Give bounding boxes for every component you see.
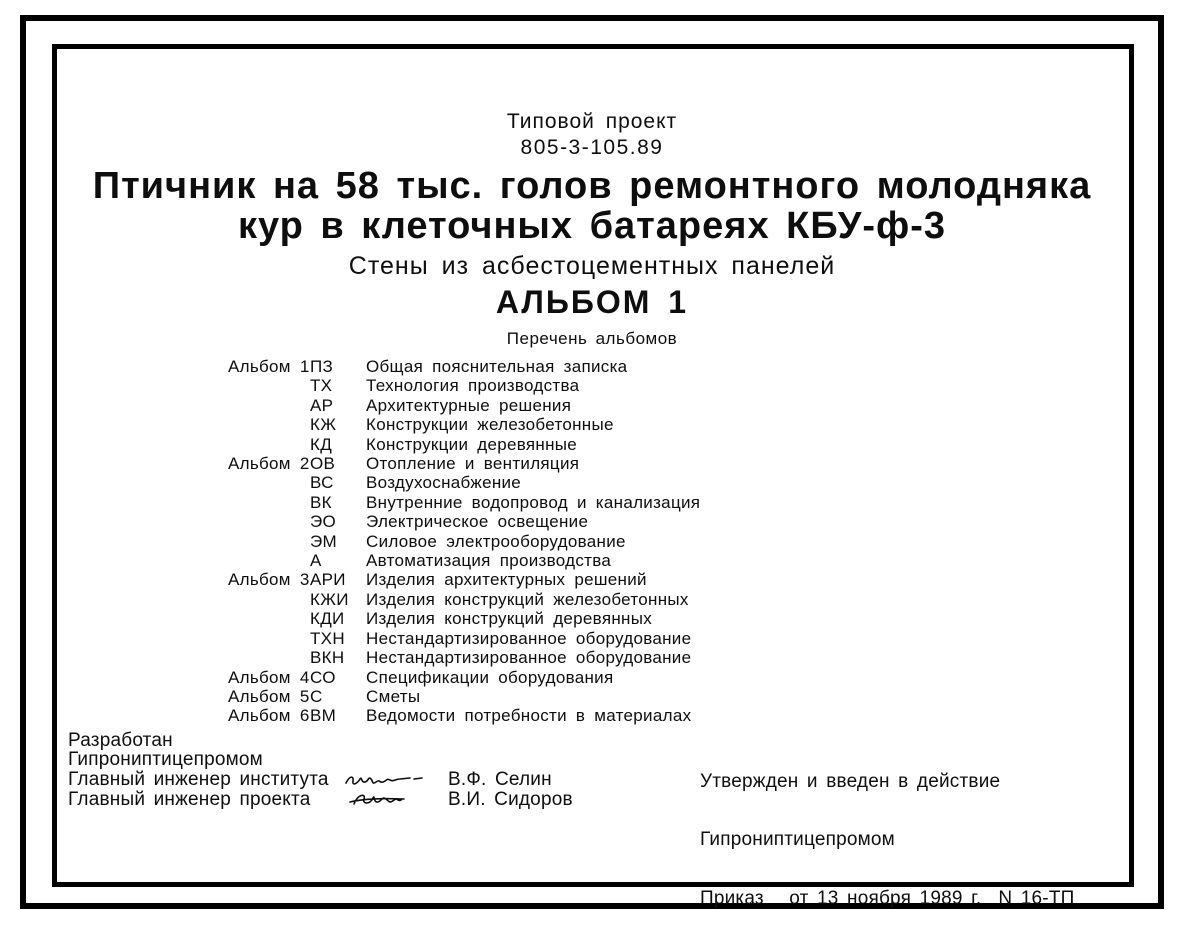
album-row xyxy=(228,570,1127,589)
album-row xyxy=(228,532,1127,551)
album-title: Технология производства xyxy=(366,376,580,396)
album-label xyxy=(228,415,310,434)
album-label xyxy=(228,512,310,531)
album-code: ТХН xyxy=(310,628,345,648)
album-label: Альбом 2 xyxy=(228,454,310,474)
album-code: ПЗ xyxy=(310,357,334,376)
album-code: ЭО xyxy=(310,512,337,532)
album-label: Альбом 4 xyxy=(228,667,310,687)
album-title: Сметы xyxy=(366,686,421,706)
album-code: ВМ xyxy=(310,706,337,726)
project-title-line1: Птичник на 58 тыс. голов ремонтного молодняка xyxy=(92,165,1092,207)
album-label xyxy=(228,396,310,415)
album-code: ТХ xyxy=(310,376,333,396)
album-title: Силовое электрооборудование xyxy=(366,531,626,551)
album-label xyxy=(228,629,310,648)
album-label xyxy=(228,609,310,628)
album-code: ВС xyxy=(310,473,334,493)
signature-icon xyxy=(340,790,448,810)
album-code: СО xyxy=(310,667,336,687)
album-code: АР xyxy=(310,395,334,415)
album-title: Отопление и вентиляция xyxy=(366,454,580,474)
album-title: Электрическое освещение xyxy=(366,512,589,532)
album-code: ВКН xyxy=(310,648,345,668)
album-row xyxy=(228,609,1127,628)
album-heading: АЛЬБОМ 1 xyxy=(495,284,689,320)
album-code: ЭМ xyxy=(310,531,337,551)
album-label xyxy=(228,376,310,395)
footer xyxy=(68,729,1127,909)
signature-icon xyxy=(340,770,448,790)
project-title-line2: кур в клеточных батареях КБУ-ф-3 xyxy=(237,205,947,247)
album-row xyxy=(228,454,1127,473)
album-title: Изделия конструкций деревянных xyxy=(366,609,653,629)
developer-organization: Гипрониптицепромом xyxy=(68,749,263,771)
album-title: Спецификации оборудования xyxy=(366,667,614,687)
album-label xyxy=(228,493,310,512)
project-subtitle: Стены из асбестоцементных панелей xyxy=(348,252,836,280)
album-label: Альбом 3 xyxy=(228,570,310,590)
album-list xyxy=(228,357,1127,726)
album-label xyxy=(228,551,310,570)
album-row xyxy=(228,687,1127,706)
album-code: КДИ xyxy=(310,609,345,629)
album-code: АРИ xyxy=(310,570,346,590)
album-row xyxy=(228,629,1127,648)
album-row xyxy=(228,551,1127,570)
album-title: Конструкции деревянные xyxy=(366,434,578,454)
album-label: Альбом 5 xyxy=(228,686,310,706)
album-label xyxy=(228,648,310,667)
approver-organization: Гипрониптицепромом xyxy=(700,829,895,851)
album-title: Архитектурные решения xyxy=(366,395,572,415)
album-title: Внутренние водопровод и канализация xyxy=(366,492,701,512)
album-row xyxy=(228,590,1127,609)
album-row xyxy=(228,357,1127,376)
signatory-role: Главный инженер института xyxy=(68,769,329,791)
album-title: Воздухоснабжение xyxy=(366,473,522,493)
album-title: Нестандартизированное оборудование xyxy=(366,648,692,668)
album-code: ВК xyxy=(310,492,332,512)
album-row xyxy=(228,512,1127,531)
album-title: Ведомости потребности в материалах xyxy=(366,706,692,726)
album-code: С xyxy=(310,686,323,706)
doc-type: Типовой проект xyxy=(506,110,678,133)
album-row xyxy=(228,668,1127,687)
approved-line: Утвержден и введен в действие xyxy=(700,770,1001,792)
album-label xyxy=(228,473,310,492)
album-label xyxy=(228,590,310,609)
album-title: Изделия конструкций железобетонных xyxy=(366,589,689,609)
album-code: ОВ xyxy=(310,454,336,474)
album-row xyxy=(228,706,1127,725)
album-code: КЖ xyxy=(310,415,337,435)
album-title: Конструкции железобетонные xyxy=(366,415,614,435)
album-list-heading: Перечень альбомов xyxy=(506,329,678,348)
signatory-name: В.Ф. Селин xyxy=(448,769,552,791)
album-title: Нестандартизированное оборудование xyxy=(366,628,692,648)
order-line: Приказ от 13 ноября 1989 г. N 16-ТП xyxy=(700,887,1075,909)
album-title: Автоматизация производства xyxy=(366,551,612,571)
signatory-role: Главный инженер проекта xyxy=(68,789,311,811)
album-code: А xyxy=(310,551,322,571)
album-code: КД xyxy=(310,434,333,454)
album-title: Изделия архитектурных решений xyxy=(366,570,647,590)
album-row xyxy=(228,493,1127,512)
signatory-name: В.И. Сидоров xyxy=(448,789,573,811)
album-label: Альбом 1 xyxy=(228,357,310,376)
approval-block xyxy=(700,733,1074,929)
album-row xyxy=(228,376,1127,395)
album-label: Альбом 6 xyxy=(228,706,310,726)
doc-number: 805-3-105.89 xyxy=(520,136,664,159)
album-row xyxy=(228,473,1127,492)
sheet-content xyxy=(57,49,1127,909)
developed-label: Разработан xyxy=(68,729,173,751)
album-label xyxy=(228,532,310,551)
album-row xyxy=(228,435,1127,454)
album-row xyxy=(228,396,1127,415)
album-title: Общая пояснительная записка xyxy=(366,357,628,376)
album-row xyxy=(228,648,1127,667)
album-label xyxy=(228,435,310,454)
album-code: КЖИ xyxy=(310,589,349,609)
album-row xyxy=(228,415,1127,434)
